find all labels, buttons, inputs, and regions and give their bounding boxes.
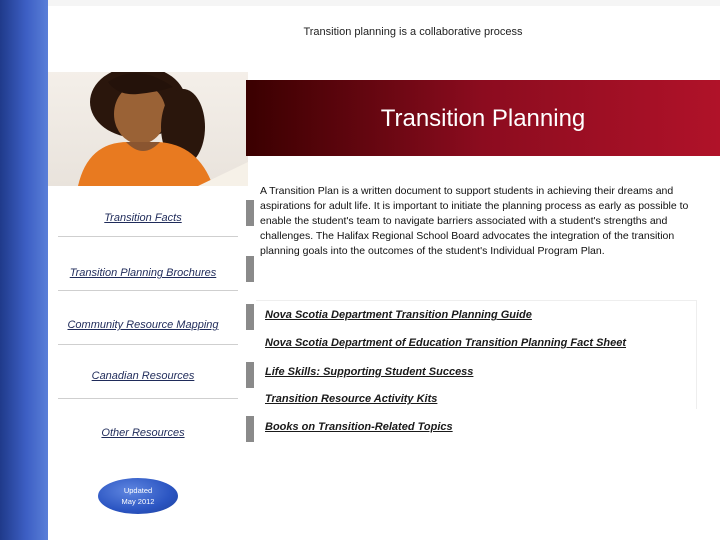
link-resource-activity-kits[interactable]: Transition Resource Activity Kits	[265, 393, 438, 405]
nav-separator	[58, 344, 238, 345]
link-life-skills[interactable]: Life Skills: Supporting Student Success	[265, 366, 474, 378]
student-photo	[48, 72, 248, 186]
updated-badge	[98, 478, 178, 514]
nav-transition-planning-brochures[interactable]: Transition Planning Brochures	[69, 267, 217, 279]
divider-segment	[246, 200, 254, 226]
nav-transition-facts[interactable]: Transition Facts	[104, 212, 182, 224]
nav-divider	[246, 186, 254, 446]
nav-other-resources[interactable]: Other Resources	[101, 427, 185, 439]
badge-line-date: May 2012	[121, 497, 155, 506]
title-banner	[246, 80, 720, 156]
nav-canadian-resources[interactable]: Canadian Resources	[91, 370, 195, 382]
divider-segment	[246, 256, 254, 282]
page-caption: Transition planning is a collaborative process	[303, 26, 523, 38]
link-ns-transition-planning-guide[interactable]: Nova Scotia Department Transition Planning Guide	[265, 309, 532, 321]
nav-separator	[58, 290, 238, 291]
nav-separator	[58, 236, 238, 237]
left-accent-bar	[0, 0, 48, 540]
transition-plan-description: A Transition Plan is a written document to support students in achieving their dreams and aspirations for adult life. It is important to initiate the planning process as early as possible to enable the student's team to navigate barriers associated with a student's strengths and challenges. The Halifax Regional School Board advocates the integration of the transition planning goals into the outcomes of the student's Individual Program Plan.	[260, 185, 689, 257]
divider-segment	[246, 304, 254, 330]
top-rule	[48, 0, 720, 6]
student-photo-illustration	[48, 72, 248, 186]
nav-community-resource-mapping[interactable]: Community Resource Mapping	[67, 319, 219, 331]
nav-separator	[58, 398, 238, 399]
divider-segment	[246, 362, 254, 388]
banner-title: Transition Planning	[380, 105, 586, 132]
badge-line-updated: Updated	[123, 486, 153, 495]
link-ns-education-fact-sheet[interactable]: Nova Scotia Department of Education Transition Planning Fact Sheet	[265, 337, 627, 349]
link-books-on-transition[interactable]: Books on Transition-Related Topics	[265, 421, 453, 433]
divider-segment	[246, 416, 254, 442]
